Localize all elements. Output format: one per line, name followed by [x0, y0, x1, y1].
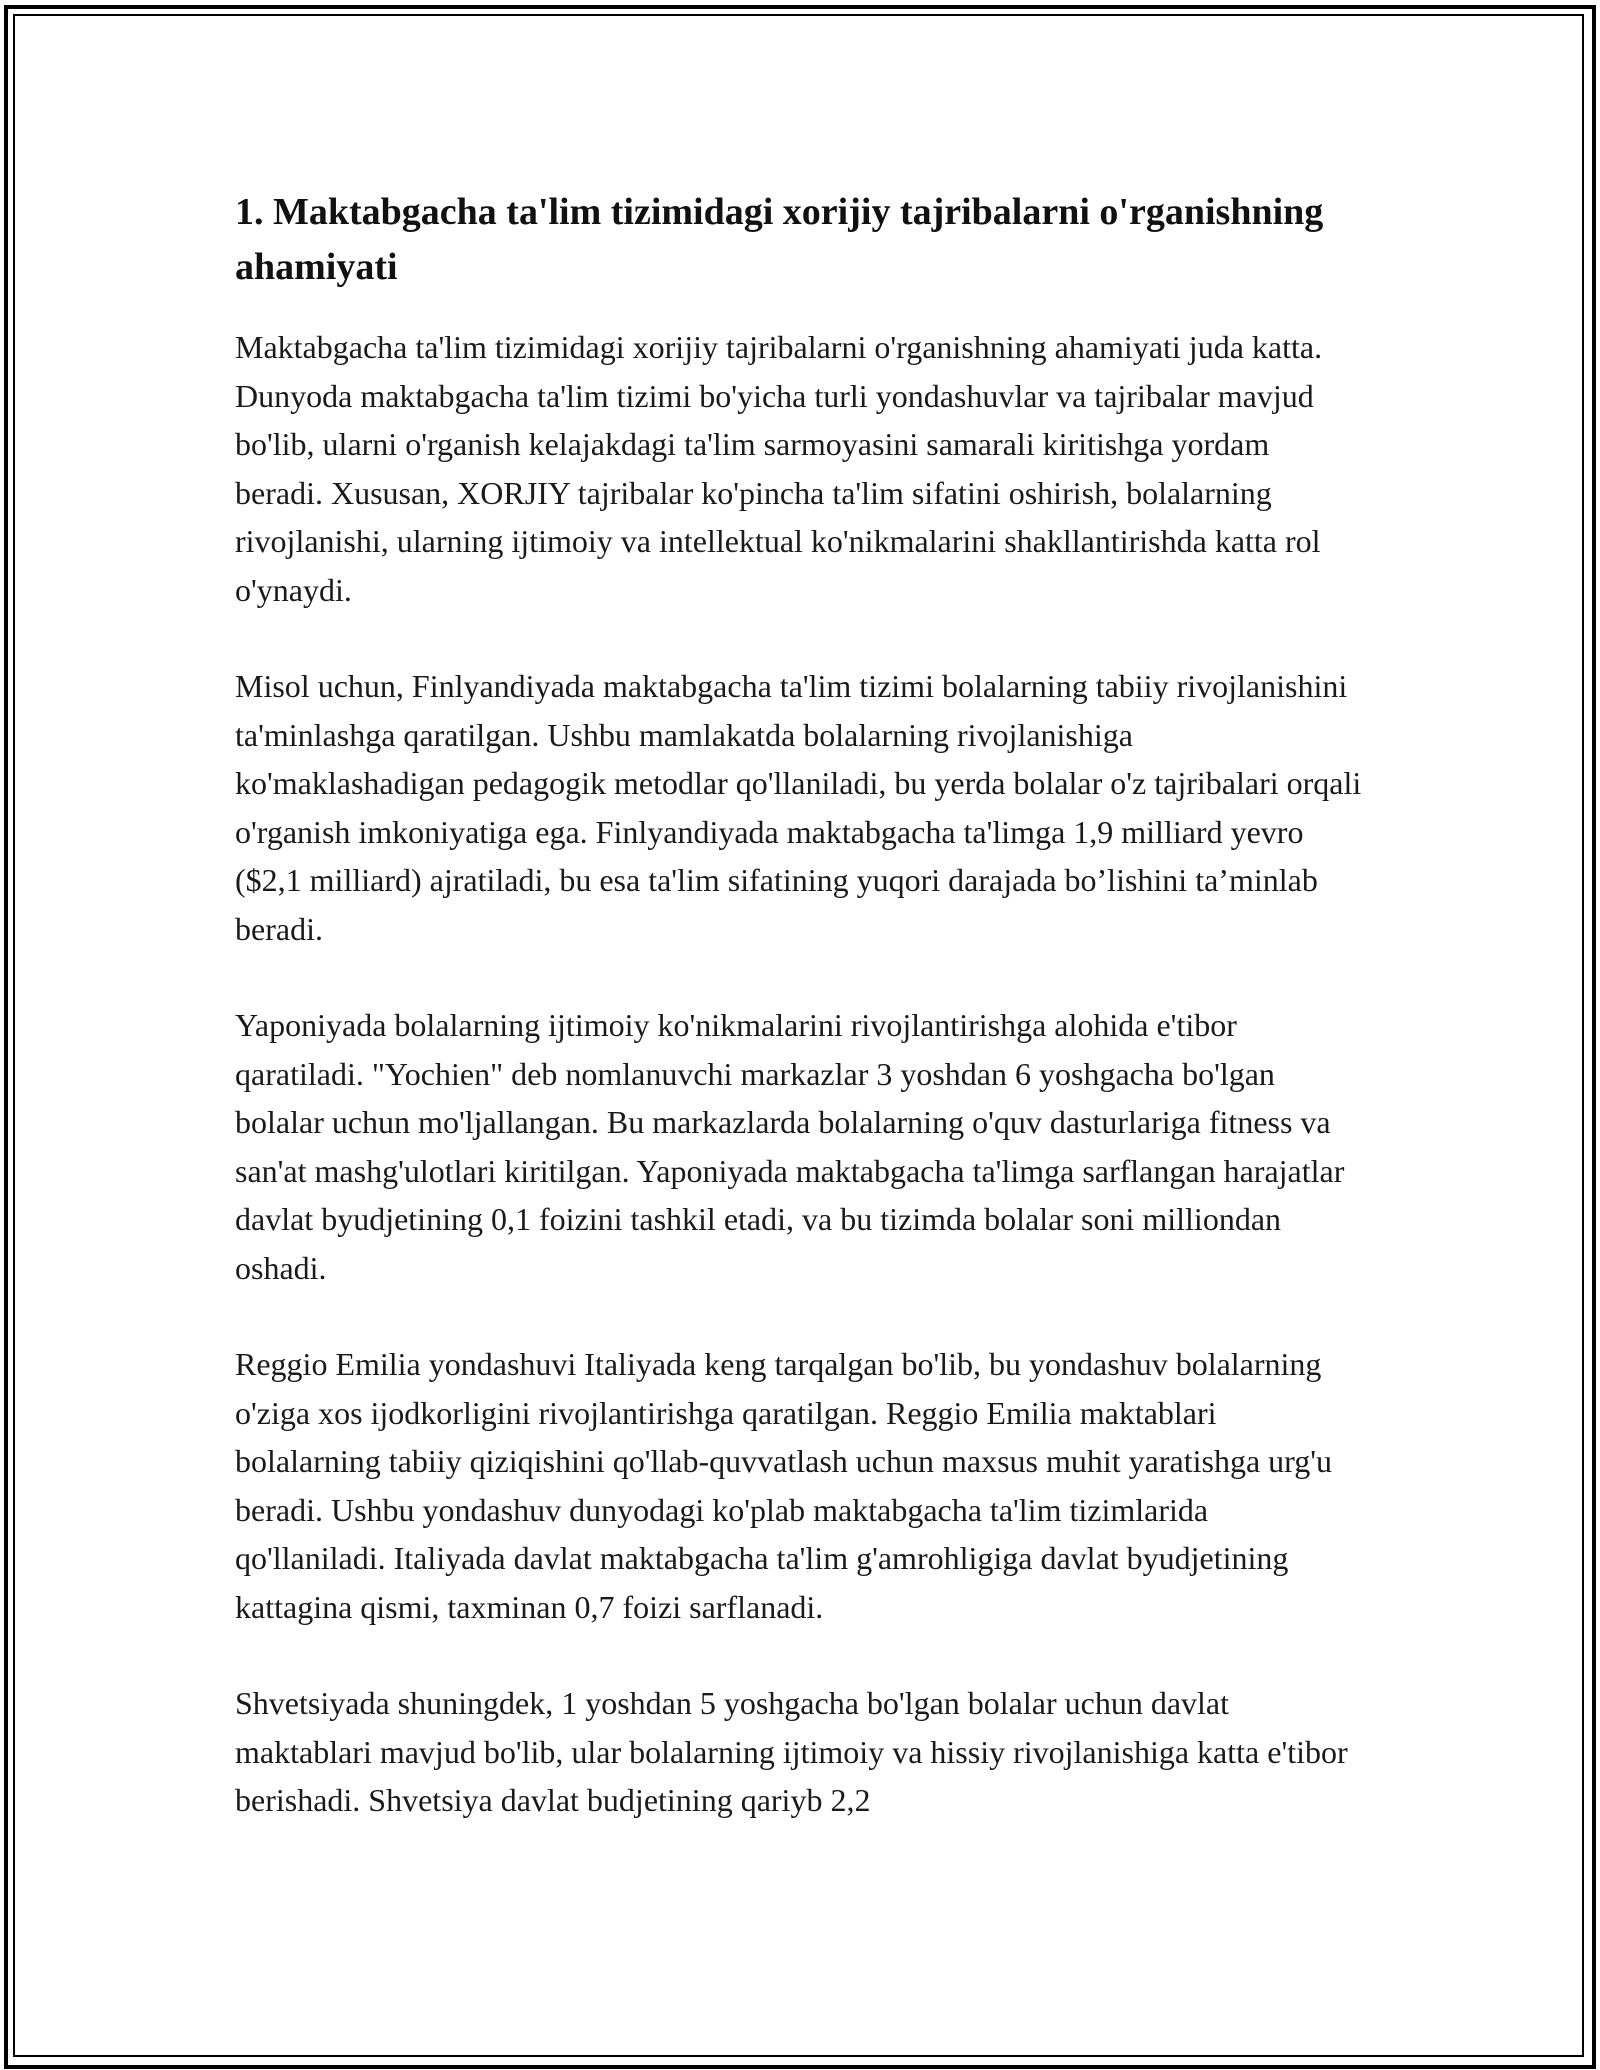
paragraph-italy: Reggio Emilia yondashuvi Italiyada keng tarqalgan bo'lib, bu yondashuv bolalarning o'ziga xos ijodkorligini rivojlantirishga qaratilgan. Reggio Emilia maktablari bolalarning tabiiy qiziqishini qo'llab-quvvatlash uchun maxsus muhit yaratishga urg'u beradi. Ushbu yondashuv dunyodagi ko'plab maktabgacha ta'lim tizimlarida qo'llaniladi. Italiyada davlat maktabgacha ta'lim g'amrohligiga davlat byudjetining kattagina qismi, taxminan 0,7 foizi sarflanadi.	[235, 1346, 1332, 1625]
paragraph-finland: Misol uchun, Finlyandiyada maktabgacha ta'lim tizimi bolalarning tabiiy rivojlanishini ta'minlashga qaratilgan. Ushbu mamlakatda bolalarning rivojlanishiga ko'maklashadigan pedagogik metodlar qo'llaniladi, bu yerda bolalar o'z tajribalari orqali o'rganish imkoniyatiga ega. Finlyandiyada maktabgacha ta'limga 1,9 milliard yevro ($2,1 milliard) ajratiladi, bu esa ta'lim sifatining yuqori darajada bo’lishini ta’minlab beradi.	[235, 668, 1362, 947]
paragraph-importance: Maktabgacha ta'lim tizimidagi xorijiy tajribalarni o'rganishning ahamiyati juda katta. Dunyoda maktabgacha ta'lim tizimi bo'yicha turli yondashuvlar va tajribalar mavjud bo'lib, ularni o'rganish kelajakdagi ta'lim sarmoyasini samarali kiritishga yordam beradi. Xususan, XORJIY tajribalar ko'pincha ta'lim sifatini oshirish, bolalarning rivojlanishi, ularning ijtimoiy va intellektual ko'nikmalarini shakllantirishda katta rol o'ynaydi.	[235, 329, 1323, 608]
paragraph-japan: Yaponiyada bolalarning ijtimoiy ko'nikmalarini rivojlantirishga alohida e'tibor qaratiladi. "Yochien" deb nomlanuvchi markazlar 3 yoshdan 6 yoshgacha bo'lgan bolalar uchun mo'ljallangan. Bu markazlarda bolalarning o'quv dasturlariga fitness va san'at mashg'ulotlari kiritilgan. Yaponiyada maktabgacha ta'limga sarflangan harajatlar davlat byudjetining 0,1 foizini tashkil etadi, va bu tizimda bolalar soni milliondan oshadi.	[235, 1007, 1345, 1286]
section-heading: 1. Maktabgacha ta'lim tizimidagi xorijiy tajribalarni o'rganishning ahamiyati	[235, 191, 1324, 288]
paragraph-sweden: Shvetsiyada shuningdek, 1 yoshdan 5 yoshgacha bo'lgan bolalar uchun davlat maktablari mavjud bo'lib, ular bolalarning ijtimoiy va hissiy rivojlanishiga katta e'tibor berishadi. Shvetsiya davlat budjetining qariyb 2,2	[235, 1685, 1348, 1818]
document-body	[235, 185, 1365, 1825]
